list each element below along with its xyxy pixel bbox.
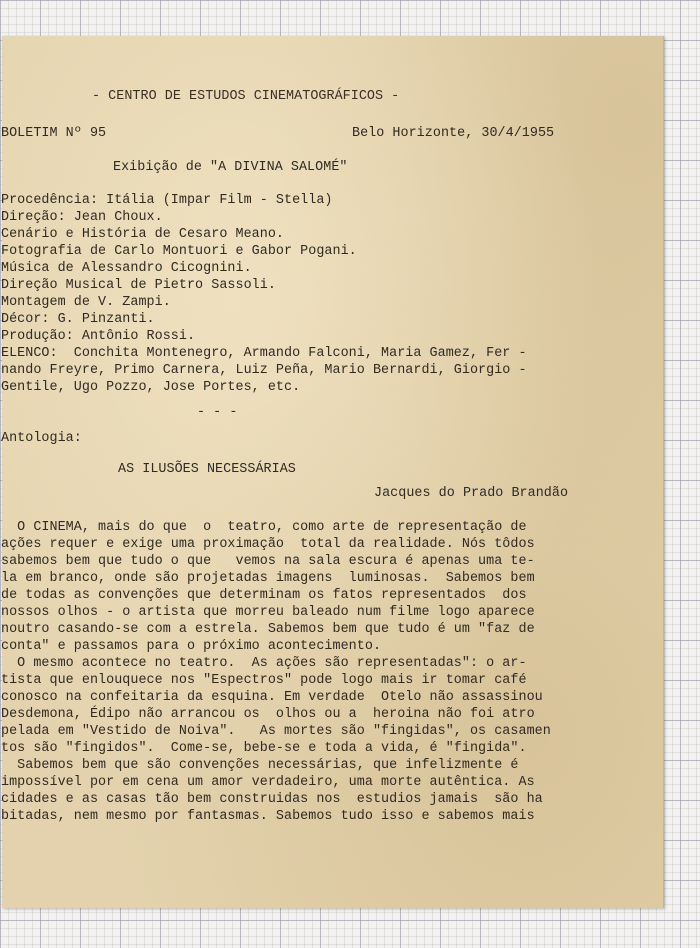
cast-line: nando Freyre, Primo Carnera, Luiz Peña, Mario Bernardi, Giorgio - [1,363,527,378]
cast-line: ELENCO: Conchita Montenegro, Armando Falconi, Maria Gamez, Fer - [1,346,527,361]
cast-line: Gentile, Ugo Pozzo, Jose Portes, etc. [1,380,301,395]
body-line: conosco na confeitaria da esquina. Em verdade Otelo não assassinou [1,690,543,705]
article-author: Jacques do Prado Brandão [374,486,569,501]
credit-line: Procedência: Itália (Impar Film - Stella) [1,193,333,208]
body-line: ações requer e exige uma proximação total da realidade. Nós tôdos [1,537,535,552]
credit-line: Décor: G. Pinzanti. [1,312,155,327]
article-title: AS ILUSÕES NECESSÁRIAS [118,462,296,477]
credit-line: Música de Alessandro Cicognini. [1,261,252,276]
body-line: tista que enlouquece nos "Espectros" pode logo mais ir tomar café [1,673,527,688]
credit-line: Direção: Jean Choux. [1,210,163,225]
body-line: tos são "fingidos". Come-se, bebe-se e toda a vida, é "fingida". [1,741,527,756]
credit-line: Cenário e História de Cesaro Meano. [1,227,284,242]
organization-heading: - CENTRO DE ESTUDOS CINEMATOGRÁFICOS - [92,89,400,104]
exhibition-title: Exibição de "A DIVINA SALOMÉ" [113,160,348,175]
credit-line: Fotografia de Carlo Montuori e Gabor Pogani. [1,244,357,259]
place-date: Belo Horizonte, 30/4/1955 [352,126,555,141]
credit-line: Direção Musical de Pietro Sassoli. [1,278,276,293]
body-line: cidades e as casas tão bem construidas nos estudios jamais são ha [1,792,543,807]
body-line: pelada em "Vestido de Noiva". As mortes são "fingidas", os casamen [1,724,551,739]
body-line: bitadas, nem mesmo por fantasmas. Sabemos tudo isso e sabemos mais [1,809,535,824]
body-line: Sabemos bem que são convenções necessárias, que infelizmente é [1,758,519,773]
body-line: conta" e passamos para o próximo acontecimento. [1,639,382,654]
body-line: O CINEMA, mais do que o teatro, como arte de representação de [1,520,527,535]
body-line: nossos olhos - o artista que morreu baleado num filme logo aparece [1,605,535,620]
body-line: impossível por em cena um amor verdadeiro, uma morte autêntica. As [1,775,535,790]
credit-line: Produção: Antônio Rossi. [1,329,196,344]
separator: - - - [197,405,238,420]
section-label: Antologia: [1,431,82,446]
body-line: de todas as convenções que determinam os fatos representados dos [1,588,527,603]
body-line: la em branco, onde são projetadas imagens luminosas. Sabemos bem [1,571,535,586]
bulletin-number: BOLETIM Nº 95 [1,126,107,141]
body-line: O mesmo acontece no teatro. As ações são representadas": o ar- [1,656,527,671]
body-line: sabemos bem que tudo o que vemos na sala escura é apenas uma te- [1,554,535,569]
body-line: Desdemona, Édipo não arrancou os olhos ou a heroina não foi atro [1,707,535,722]
body-line: noutro casando-se com a estrela. Sabemos bem que tudo é um "faz de [1,622,535,637]
credit-line: Montagem de V. Zampi. [1,295,171,310]
